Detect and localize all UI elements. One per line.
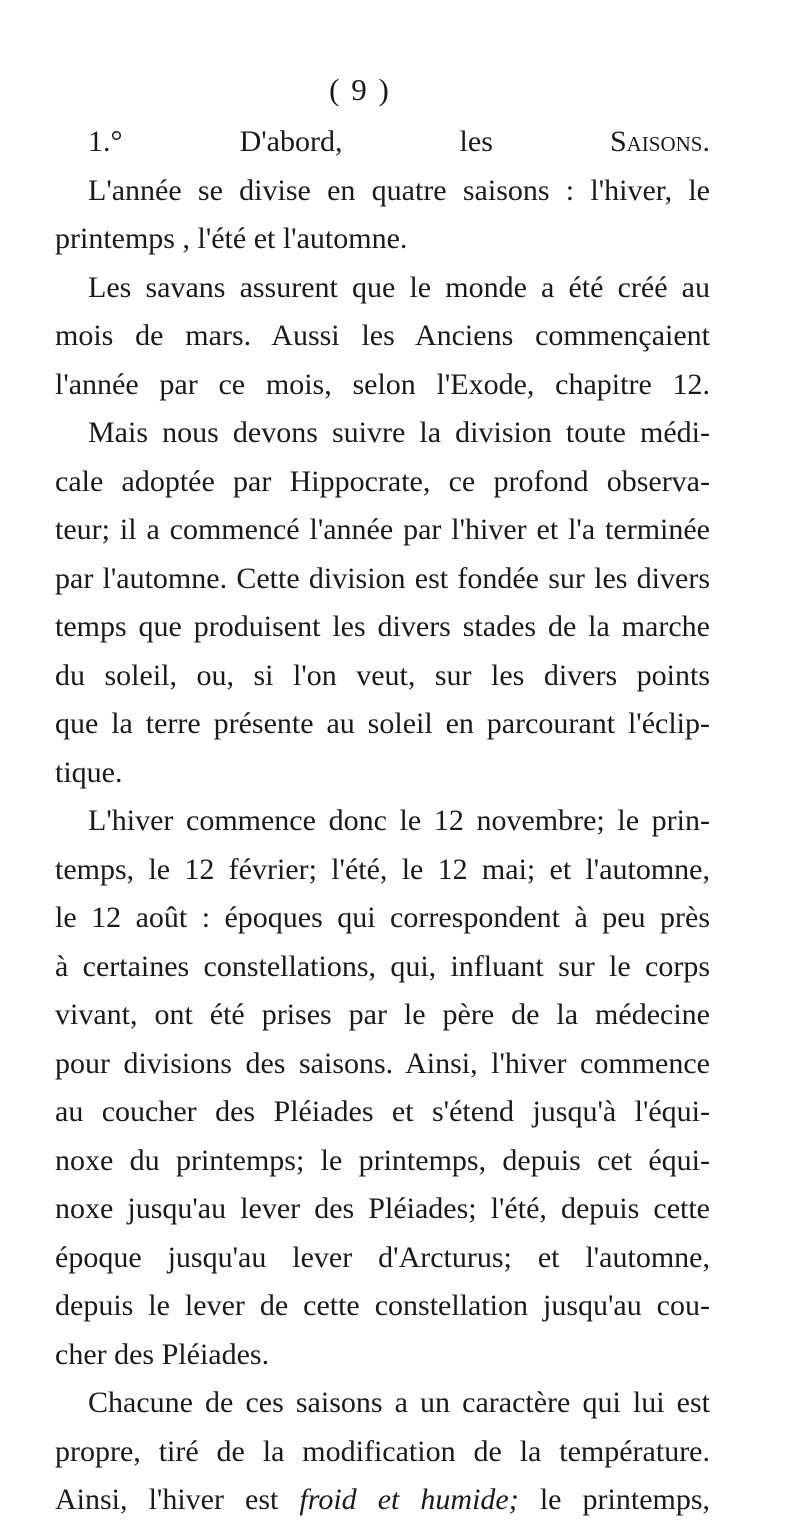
- final-line-before: Ainsi, l'hiver est: [55, 1483, 300, 1516]
- text-line: propre, tiré de la modification de la température.: [55, 1434, 710, 1468]
- text-line: temps que produisent les divers stades de la marche: [55, 610, 710, 643]
- text-line: depuis le lever de cette constellation jusqu'au cou-: [55, 1289, 710, 1322]
- text-line: noxe jusqu'au lever des Pléiades; l'été, depuis cette: [55, 1192, 710, 1225]
- final-line-after: le printemps,: [518, 1483, 711, 1516]
- text-line: par l'automne. Cette division est fondée sur les divers: [55, 561, 710, 595]
- text-line: cale adoptée par Hippocrate, ce profond observa-: [55, 464, 710, 498]
- text-line: teur; il a commencé l'année par l'hiver et l'a terminée: [55, 513, 710, 546]
- text-line: du soleil, ou, si l'on veut, sur les divers points: [55, 658, 710, 692]
- final-line: [55, 1476, 710, 1525]
- text-line: le 12 août : époques qui correspondent à peu près: [55, 901, 710, 934]
- text-line: époque jusqu'au lever d'Arcturus; et l'automne,: [55, 1240, 710, 1274]
- body-text: [55, 118, 710, 1525]
- section-heading: [55, 118, 710, 167]
- text-line: cher des Pléiades.: [55, 1337, 270, 1371]
- text-line: noxe du printemps; le printemps, depuis cet équi-: [55, 1143, 710, 1177]
- text-line: Mais nous devons suivre la division toute médi-: [88, 416, 710, 449]
- heading-title: Saisons: [609, 125, 703, 158]
- heading-suffix: .: [702, 125, 710, 158]
- text-line: mois de mars. Aussi les Anciens commençaient: [55, 319, 710, 352]
- text-line: vivant, ont été prises par le père de la médecine: [55, 998, 710, 1031]
- text-line: temps, le 12 février; l'été, le 12 mai; et l'automne,: [55, 852, 710, 886]
- text-line: L'année se divise en quatre saisons : l'hiver, le: [88, 173, 710, 207]
- text-line: tique.: [55, 755, 123, 789]
- text-line: l'année par ce mois, selon l'Exode, chapitre 12.: [55, 367, 710, 401]
- text-line: que la terre présente au soleil en parcourant l'éclip-: [55, 707, 710, 740]
- heading-prefix: 1.° D'abord, les: [88, 125, 610, 158]
- text-line: à certaines constellations, qui, influant sur le corps: [55, 949, 710, 983]
- text-line: Les savans assurent que le monde a été créé au: [88, 270, 710, 304]
- text-line: printemps , l'été et l'automne.: [55, 222, 408, 255]
- text-line: L'hiver commence donc le 12 novembre; le prin-: [88, 804, 710, 837]
- page-number: ( 9 ): [329, 72, 391, 107]
- text-line: Chacune de ces saisons a un caractère qui lui est: [88, 1386, 710, 1419]
- text-line: au coucher des Pléiades et s'étend jusqu'à l'équi-: [55, 1095, 710, 1128]
- text-line: pour divisions des saisons. Ainsi, l'hiver commence: [55, 1046, 710, 1080]
- final-line-italic: froid et humide;: [299, 1483, 519, 1516]
